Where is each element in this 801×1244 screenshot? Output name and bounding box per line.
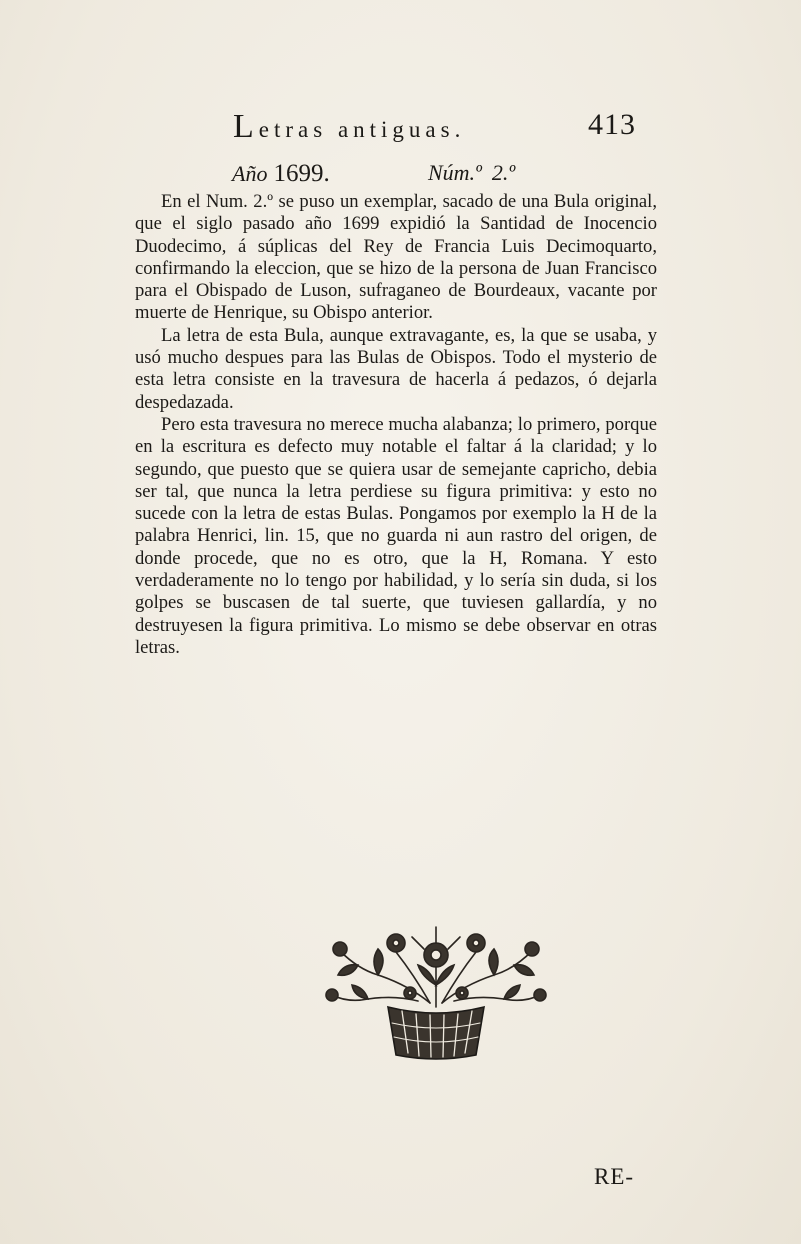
number-heading: [428, 160, 515, 186]
entry-heading: [0, 160, 801, 190]
number-value: 2.º: [491, 160, 516, 185]
catchword: RE-: [594, 1164, 635, 1189]
running-head: [0, 108, 801, 148]
year-value: 1699.: [273, 160, 330, 187]
running-title: Letras antiguas.: [233, 108, 466, 145]
floral-basket-ornament-icon: [318, 915, 554, 1061]
page-number: 413: [588, 108, 636, 141]
paragraph-2: La letra de esta Bula, aunque extravagante, es, la que se usaba, y usó mucho despues para las Bulas de Obispos. Todo el mysterio de esta letra consiste en la travesura de hacerla á pedazos, ó dejarla despedazada.: [135, 324, 657, 413]
year-label: Año: [232, 161, 268, 186]
number-label: Núm.º: [428, 160, 482, 185]
paragraph-1: En el Num. 2.º se puso un exemplar, sacado de una Bula original, que el siglo pasado año 1699 expidió la Santidad de Inocencio Duodecimo, á súplicas del Rey de Francia Luis Decimoquarto, confirmando la eleccion, que se hizo de la persona de Juan Francisco para el Obispado de Luson, sufraganeo de Bourdeaux, vacante por muerte de Henrique, su Obispo anterior.: [135, 191, 657, 324]
year-heading: [232, 160, 330, 188]
body-text: [135, 191, 657, 659]
paragraph-3: Pero esta travesura no merece mucha alabanza; lo primero, porque en la escritura es defecto muy notable el faltar á la claridad; y lo segundo, que puesto que se quiera usar de semejante capricho, debia ser tal, que nunca la letra perdiese su figura primitiva: y esto no sucede con la letra de estas Bulas. Pongamos por exemplo la H de la palabra Henrici, lin. 15, que no guarda ni aun rastro del origen, de donde procede, que no es otro, que la H, Romana. Y esto verdaderamente no lo tengo por habilidad, y lo sería sin duda, si los golpes se buscasen de tal suerte, que tuviesen gallardía, y no destruyesen la figura primitiva. Lo mismo se debe observar en otras letras.: [135, 413, 657, 658]
